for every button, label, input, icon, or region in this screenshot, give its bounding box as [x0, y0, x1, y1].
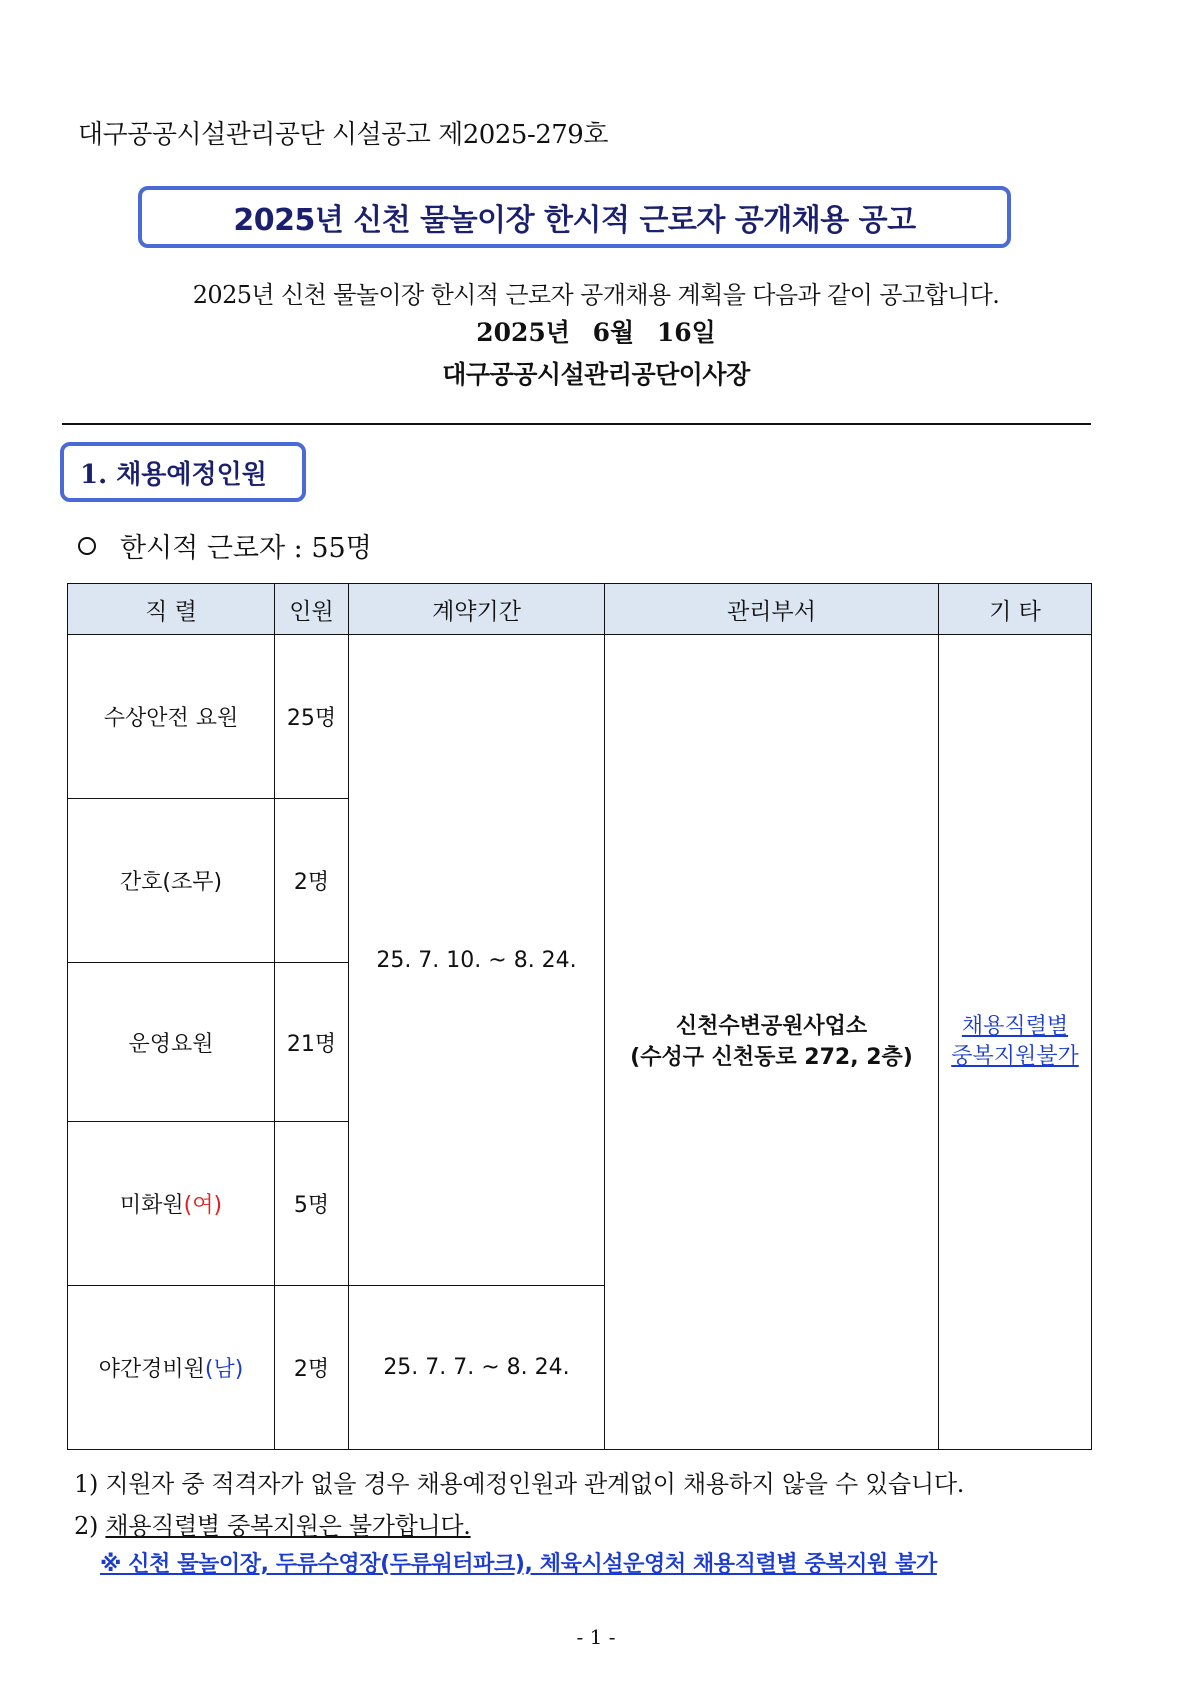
department-address: (수성구 신천동로 272, 2층)	[630, 1045, 913, 1070]
intro-text: 2025년 신천 물놀이장 한시적 근로자 공개채용 계획을 다음과 같이 공고합니다.	[192, 281, 1000, 309]
gender-female-tag: (여)	[183, 1193, 223, 1218]
position-cell	[68, 799, 275, 963]
etc-note-line1: 채용직렬별	[961, 1014, 1069, 1039]
hiring-table	[67, 583, 1092, 1450]
period-cell: 25. 7. 10. ~ 8. 24.	[349, 635, 605, 1286]
etc-note-line2: 중복지원불가	[951, 1044, 1079, 1069]
header-count: 인원	[275, 584, 349, 635]
position-cell	[68, 963, 275, 1122]
count-cell: 21명	[275, 963, 349, 1122]
position-name: 수상안전 요원	[103, 706, 239, 731]
document-title: 2025년 신천 물놀이장 한시적 근로자 공개채용 공고	[233, 203, 916, 238]
header-department: 관리부서	[605, 584, 939, 635]
divider	[62, 423, 1091, 425]
gender-male-tag: (남)	[204, 1357, 244, 1382]
table-row	[68, 635, 1092, 799]
note-1: 1) 지원자 중 적격자가 없을 경우 채용예정인원과 관계없이 채용하지 않을 수 있습니다.	[74, 1470, 965, 1498]
position-cell	[68, 1286, 275, 1450]
department-cell	[605, 635, 939, 1450]
notice-date: 2025년 6월 16일	[476, 318, 716, 347]
circle-bullet-icon	[78, 537, 96, 555]
count-cell: 2명	[275, 1286, 349, 1450]
title-box	[138, 186, 1011, 248]
section-title: 1. 채용예정인원	[80, 459, 267, 490]
header-period: 계약기간	[349, 584, 605, 635]
position-name: 미화원	[119, 1193, 184, 1218]
note-2-prefix: 2)	[74, 1512, 106, 1540]
page-number: - 1 -	[576, 1625, 616, 1649]
table-header-row	[68, 584, 1092, 635]
summary-line	[78, 526, 372, 565]
note-2	[74, 1506, 471, 1541]
count-cell: 2명	[275, 799, 349, 963]
count-cell: 25명	[275, 635, 349, 799]
position-name: 간호(조무)	[119, 870, 223, 895]
period-night-cell: 25. 7. 7. ~ 8. 24.	[349, 1286, 605, 1450]
notice-number: 대구공공시설관리공단 시설공고 제2025-279호	[78, 120, 608, 150]
section-box	[60, 442, 306, 502]
count-cell: 5명	[275, 1122, 349, 1286]
position-cell	[68, 1122, 275, 1286]
note-3: ※ 신천 물놀이장, 두류수영장(두류워터파크), 체육시설운영처 채용직렬별 중복지원 불가	[100, 1552, 937, 1577]
etc-cell	[939, 635, 1092, 1450]
department-name: 신천수변공원사업소	[675, 1014, 868, 1039]
issuer: 대구공공시설관리공단이사장	[442, 360, 750, 389]
summary-text: 한시적 근로자 : 55명	[120, 533, 372, 564]
position-name: 운영요원	[128, 1031, 214, 1057]
header-position: 직 렬	[68, 584, 275, 635]
position-name: 야간경비원	[98, 1357, 205, 1382]
position-cell	[68, 635, 275, 799]
header-etc: 기 타	[939, 584, 1092, 635]
note-2-text: 채용직렬별 중복지원은 불가합니다.	[105, 1512, 471, 1540]
